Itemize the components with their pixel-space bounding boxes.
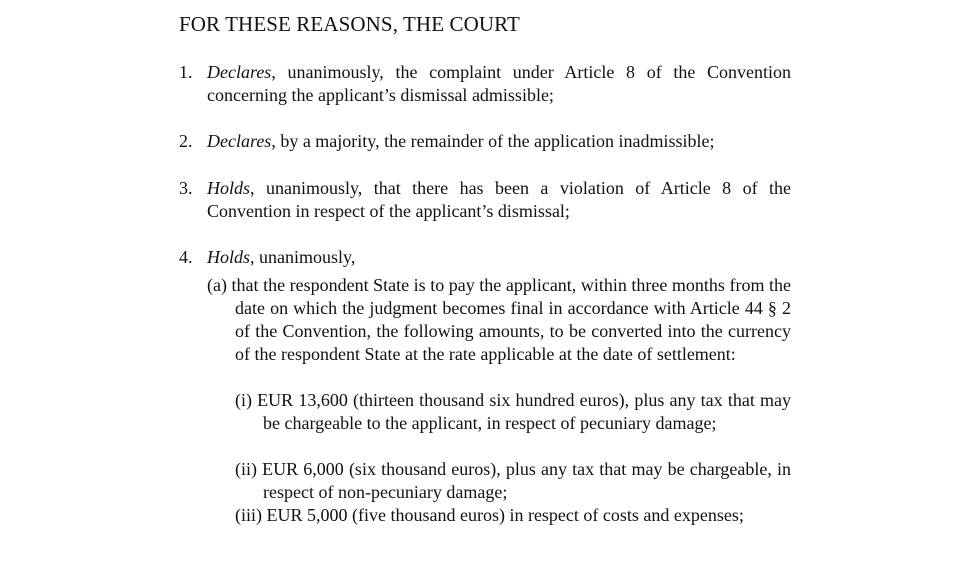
item-verb: Declares xyxy=(207,131,272,151)
subparagraph-a-text xyxy=(207,274,791,366)
subparagraph-a-body: that the respondent State is to pay the applicant, within three months from the date on which the judgment becomes final in accordance with Article 44 § 2 of the Convention, the following amounts, to be converted into the currency of the respondent State at the rate applicable at the date of settlement: xyxy=(231,275,791,364)
item-number: 3. xyxy=(179,178,193,198)
item-body xyxy=(207,61,791,107)
item-text: , unanimously, xyxy=(250,247,356,267)
amount-item-ii xyxy=(235,458,791,504)
amount-text: (i) EUR 13,600 (thirteen thousand six hundred euros), plus any tax that may be chargeable to the applicant, in respect of pecuniary damage; xyxy=(235,390,791,433)
operative-heading: FOR THESE REASONS, THE COURT xyxy=(179,12,520,36)
operative-item-4 xyxy=(179,246,791,269)
item-verb: Holds xyxy=(207,178,251,198)
item-number: 2. xyxy=(179,131,193,151)
operative-item-3 xyxy=(179,177,791,223)
item-text: , by a majority, the remainder of the application inadmissible; xyxy=(271,131,715,151)
subparagraph-a xyxy=(207,274,791,366)
item-verb: Declares xyxy=(207,62,272,82)
item-text: , unanimously, that there has been a violation of Article 8 of the Convention in respect of the applicant’s dismissal; xyxy=(207,178,791,221)
item-body xyxy=(207,246,791,269)
amount-item-i xyxy=(235,389,791,435)
operative-item-1 xyxy=(179,61,791,107)
amount-item-iii xyxy=(235,504,791,527)
item-number: 4. xyxy=(179,247,193,267)
amount-text: (ii) EUR 6,000 (six thousand euros), plus any tax that may be chargeable, in respect of non-pecuniary damage; xyxy=(235,459,791,502)
item-verb: Holds xyxy=(207,247,251,267)
item-body xyxy=(207,130,791,153)
item-body xyxy=(207,177,791,223)
subparagraph-a-label: (a) xyxy=(207,275,227,295)
item-number: 1. xyxy=(179,62,193,82)
amount-text: (iii) EUR 5,000 (five thousand euros) in respect of costs and expenses; xyxy=(235,505,744,525)
item-text: , unanimously, the complaint under Article 8 of the Convention concerning the applicant’s dismissal admissible; xyxy=(207,62,791,105)
operative-item-2 xyxy=(179,130,791,153)
